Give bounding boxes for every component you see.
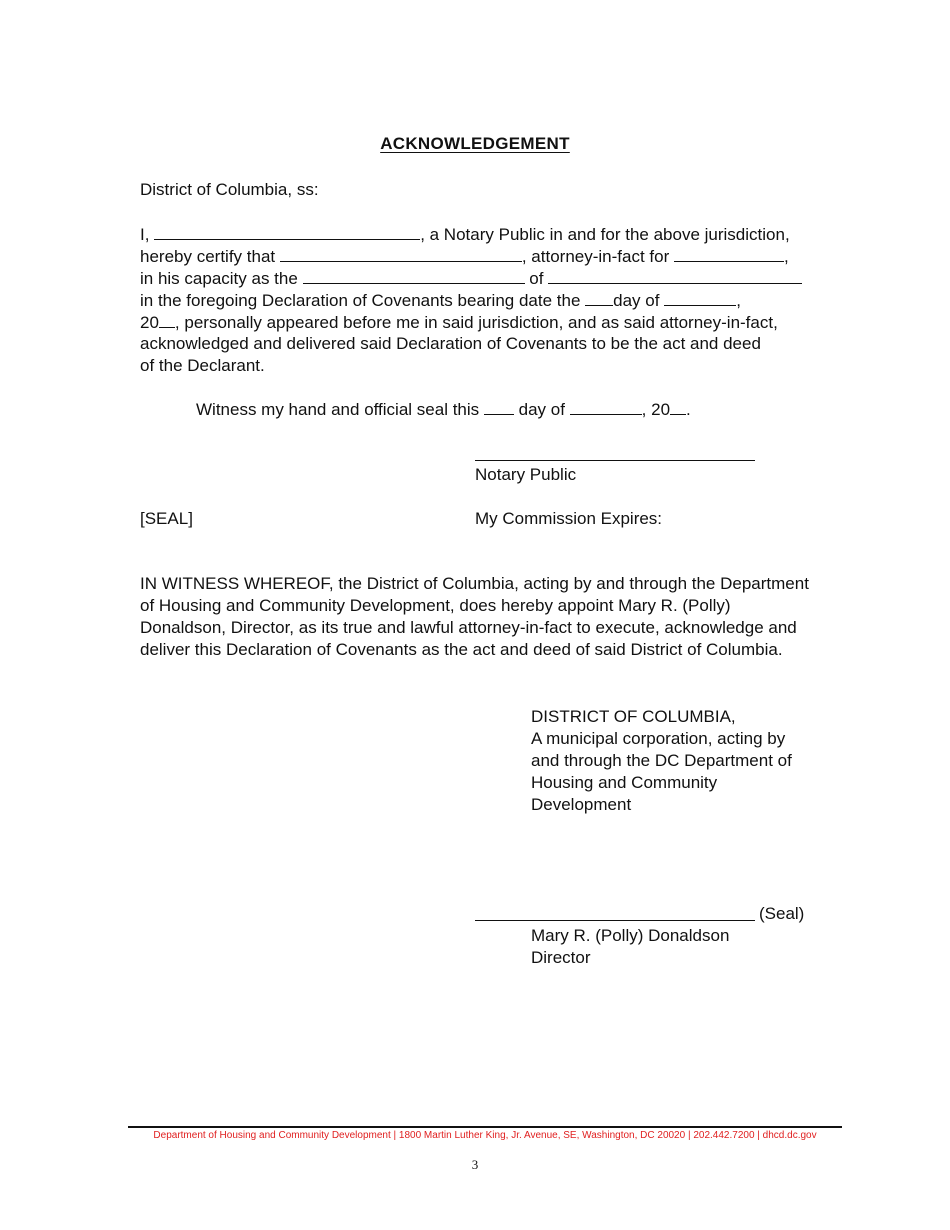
notary-public-label: Notary Public (475, 465, 577, 484)
capacity-blank[interactable] (303, 267, 525, 284)
witness-b: day of (518, 400, 565, 419)
witness-day-blank[interactable] (484, 398, 514, 415)
seal-marker: (Seal) (759, 904, 805, 923)
notary-name-blank[interactable] (154, 223, 420, 240)
cert-l1-a: I, (140, 225, 150, 244)
notary-signature-line[interactable] (475, 460, 755, 461)
cert-line-5 (140, 311, 778, 334)
cert-line-3 (140, 267, 802, 290)
seal-label: [SEAL] (140, 509, 193, 528)
footer-divider (128, 1126, 842, 1128)
witness-month-blank[interactable] (570, 398, 642, 415)
cert-l2-b: , attorney-in-fact for (521, 247, 670, 266)
cert-line-1 (140, 223, 790, 246)
cert-l2-c: , (783, 247, 789, 266)
title-text: ACKNOWLEDGEMENT (380, 134, 570, 153)
cert-l4-c: , (736, 291, 741, 310)
cert-line-2 (140, 245, 789, 268)
signatory-line-1: DISTRICT OF COLUMBIA, (531, 707, 736, 726)
cert-l5-a: 20 (140, 313, 159, 332)
signatory-line-4: Housing and Community (531, 773, 718, 792)
date-day-blank[interactable] (585, 289, 613, 306)
signatory-line-3: and through the DC Department of (531, 751, 792, 770)
page-title (0, 134, 950, 154)
cert-line-7: of the Declarant. (140, 356, 265, 375)
cert-l5-b: , personally appeared before me in said jurisdiction, and as said attorney-in-fact, (174, 313, 778, 332)
date-year-blank[interactable] (159, 311, 175, 328)
director-signature-line[interactable] (475, 920, 755, 921)
director-name: Mary R. (Polly) Donaldson (531, 926, 730, 945)
witness-a: Witness my hand and official seal this (196, 400, 480, 419)
principal-blank[interactable] (674, 245, 784, 262)
cert-l4-b: day of (613, 291, 660, 310)
witness-year-blank[interactable] (670, 398, 686, 415)
footer-address: Department of Housing and Community Development | 1800 Martin Luther King, Jr. Avenue, SE, Washington, DC 20020 | 202.442.7200 | dhcd.dc.gov (153, 1130, 817, 1141)
cert-l4-a: in the foregoing Declaration of Covenants bearing date the (140, 291, 581, 310)
witness-line (196, 398, 691, 421)
witness-d: . (686, 400, 691, 419)
cert-line-4 (140, 289, 741, 312)
cert-l3-a: in his capacity as the (140, 269, 298, 288)
page-number: 3 (471, 1157, 479, 1172)
cert-line-6: acknowledged and delivered said Declaration of Covenants to be the act and deed (140, 334, 761, 353)
cert-l1-b: , a Notary Public in and for the above jurisdiction, (420, 225, 790, 244)
signatory-line-2: A municipal corporation, acting by (531, 729, 786, 748)
attorney-name-blank[interactable] (280, 245, 522, 262)
jurisdiction-line: District of Columbia, ss: (140, 180, 319, 199)
signatory-line-5: Development (531, 795, 632, 814)
director-title: Director (531, 948, 591, 967)
entity-blank[interactable] (548, 267, 802, 284)
date-month-blank[interactable] (664, 289, 736, 306)
witness-c: , 20 (641, 400, 671, 419)
commission-expires-label: My Commission Expires: (475, 509, 663, 528)
in-witness-paragraph: IN WITNESS WHEREOF, the District of Columbia, acting by and through the Department of Housing and Community Development, does hereby appoint Mary R. (Polly) Donaldson, Director, as its true and lawful attorney-in-fact to execute, acknowledge and deliver this Declaration of Covenants as the act and deed of said District of Columbia. (140, 574, 809, 659)
cert-l2-a: hereby certify that (140, 247, 276, 266)
cert-l3-b: of (529, 269, 544, 288)
